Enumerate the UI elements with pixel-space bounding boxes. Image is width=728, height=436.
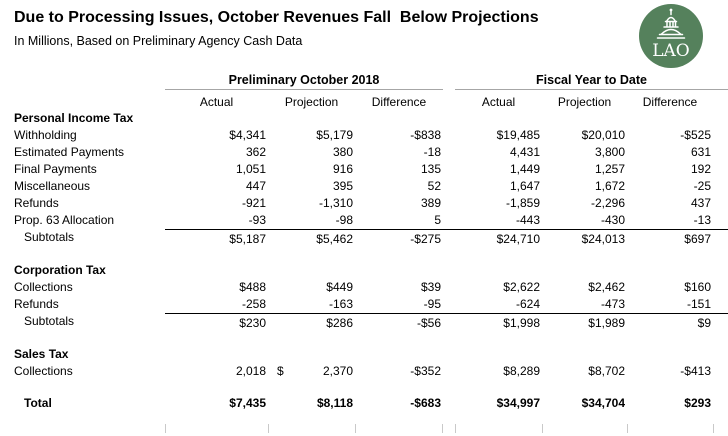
row-end <box>713 262 728 279</box>
cell <box>165 346 268 363</box>
cell <box>165 110 268 127</box>
column-gap <box>443 279 455 296</box>
cell: 5 <box>434 213 441 227</box>
cell: -93 <box>248 213 266 227</box>
column-header-actual-1: Actual <box>199 95 234 109</box>
column-header-projection-2: Projection <box>557 95 612 109</box>
cell: -151 <box>686 297 711 311</box>
row-label: Refunds <box>14 297 59 311</box>
cell: 1,257 <box>594 162 625 176</box>
cell: $19,485 <box>496 128 540 142</box>
cell: 1,051 <box>235 162 266 176</box>
column-header-difference-1: Difference <box>371 95 427 109</box>
cell <box>455 110 542 127</box>
cell: -$275 <box>355 229 443 247</box>
cell: -$683 <box>410 396 441 410</box>
cell <box>627 346 713 363</box>
row-end <box>713 229 728 247</box>
cell <box>455 262 542 279</box>
row-end <box>713 363 728 380</box>
revenue-table <box>0 70 728 412</box>
cell: $39 <box>420 280 441 294</box>
cell: 437 <box>690 196 711 210</box>
cell: 1,672 <box>594 179 625 193</box>
cell: $2,622 <box>503 280 540 294</box>
column-gap <box>443 110 455 127</box>
cell: $5,187 <box>165 229 268 247</box>
cell <box>165 262 268 279</box>
cell: -1,310 <box>318 196 353 210</box>
page-title: Due to Processing Issues, October Revenues Fall Below Projections <box>14 9 539 26</box>
cell: $34,997 <box>496 396 540 410</box>
cell <box>542 110 627 127</box>
gridline-tick <box>442 424 443 433</box>
row-end <box>713 279 728 296</box>
cell <box>268 110 355 127</box>
row-label: Corporation Tax <box>14 263 106 277</box>
cell: $8,702 <box>588 364 625 378</box>
cell: -430 <box>600 213 625 227</box>
column-gap <box>443 212 455 229</box>
column-gap <box>443 178 455 195</box>
cell <box>542 346 627 363</box>
cell: $293 <box>684 396 711 410</box>
cell: -$352 <box>410 364 441 378</box>
cell: 362 <box>245 145 266 159</box>
cell <box>355 346 443 363</box>
cell: $8,289 <box>503 364 540 378</box>
cell: 3,800 <box>594 145 625 159</box>
row-spacer <box>14 380 728 395</box>
column-gap <box>443 313 455 331</box>
cell: $24,013 <box>542 229 627 247</box>
gridline-tick <box>542 424 543 433</box>
cell: $1,989 <box>542 313 627 331</box>
cell: -$838 <box>410 128 441 142</box>
column-gap <box>443 127 455 144</box>
cell: -$56 <box>355 313 443 331</box>
gridline-tick <box>713 424 714 433</box>
gridline-tick <box>455 424 456 433</box>
column-gap <box>443 363 455 380</box>
logo-text: LAO <box>652 41 690 61</box>
cell: -258 <box>241 297 266 311</box>
row-end <box>713 395 728 412</box>
row-label: Subtotals <box>24 314 75 328</box>
row-label: Prop. 63 Allocation <box>14 213 115 227</box>
cell: 192 <box>690 162 711 176</box>
row-end <box>713 212 728 229</box>
column-gap <box>443 229 455 247</box>
cell: -95 <box>423 297 441 311</box>
column-gap <box>443 262 455 279</box>
column-header-projection-1: Projection <box>284 95 339 109</box>
row-end <box>713 127 728 144</box>
cell: -443 <box>515 213 540 227</box>
cell: 52 <box>427 179 441 193</box>
row-end <box>713 195 728 212</box>
column-gap <box>443 90 455 110</box>
cell <box>355 262 443 279</box>
row-label: Subtotals <box>24 230 75 244</box>
cell: 380 <box>332 145 353 159</box>
cell <box>455 346 542 363</box>
cell <box>542 262 627 279</box>
cell <box>268 363 355 380</box>
row-label: Total <box>24 396 52 410</box>
cell: $286 <box>268 313 355 331</box>
cell: 1,647 <box>509 179 540 193</box>
row-end <box>713 346 728 363</box>
row-label: Collections <box>14 364 73 378</box>
cell: -624 <box>515 297 540 311</box>
cell: -$525 <box>680 128 711 142</box>
cell <box>268 346 355 363</box>
row-end <box>713 178 728 195</box>
gridline-tick <box>355 424 356 433</box>
cell: $20,010 <box>581 128 625 142</box>
row-spacer <box>14 247 728 262</box>
row-label: Withholding <box>14 128 77 142</box>
row-end <box>713 144 728 161</box>
capitol-dome-icon <box>639 4 703 68</box>
group-gap <box>443 70 455 90</box>
row-label: Estimated Payments <box>14 145 125 159</box>
column-gap <box>443 395 455 412</box>
cell <box>355 110 443 127</box>
cell: $34,704 <box>581 396 625 410</box>
cell: $2,462 <box>588 280 625 294</box>
row-label: Final Payments <box>14 162 97 176</box>
cell: 631 <box>690 145 711 159</box>
column-header-difference-2: Difference <box>642 95 698 109</box>
cell: $488 <box>239 280 266 294</box>
cell: $5,179 <box>316 128 353 142</box>
column-gap <box>443 144 455 161</box>
cell: $230 <box>165 313 268 331</box>
row-label: Personal Income Tax <box>14 111 134 125</box>
row-label: Collections <box>14 280 73 294</box>
cell: -18 <box>423 145 441 159</box>
gridline-tick <box>627 424 628 433</box>
cell: -1,859 <box>505 196 540 210</box>
cell: -163 <box>328 297 353 311</box>
cell: 395 <box>332 179 353 193</box>
cell: $160 <box>684 280 711 294</box>
cell: 389 <box>420 196 441 210</box>
cell: 4,431 <box>509 145 540 159</box>
row-label: Miscellaneous <box>14 179 91 193</box>
cell <box>627 110 713 127</box>
cell: $4,341 <box>229 128 266 142</box>
column-gap <box>443 195 455 212</box>
row-end <box>713 296 728 313</box>
row-end <box>713 161 728 178</box>
cell: -98 <box>335 213 353 227</box>
cell-value: 2,370 <box>322 364 353 378</box>
group-header-fiscal-year-to-date: Fiscal Year to Date <box>455 70 728 90</box>
currency-symbol: $ <box>277 364 284 378</box>
cell: $24,710 <box>455 229 542 247</box>
column-gap <box>443 346 455 363</box>
cell: -13 <box>693 213 711 227</box>
header-spacer <box>14 90 165 110</box>
cell: 1,449 <box>509 162 540 176</box>
cell: $7,435 <box>229 396 266 410</box>
cell: -2,296 <box>590 196 625 210</box>
cell <box>268 262 355 279</box>
row-end <box>713 110 728 127</box>
column-header-actual-2: Actual <box>481 95 516 109</box>
row-label: Refunds <box>14 196 59 210</box>
cell: 135 <box>420 162 441 176</box>
cell: -473 <box>600 297 625 311</box>
cell: $9 <box>627 313 713 331</box>
cell: -$413 <box>680 364 711 378</box>
cell: 2,018 <box>235 364 266 378</box>
cell: -25 <box>693 179 711 193</box>
gridline-tick <box>268 424 269 433</box>
column-gap <box>443 161 455 178</box>
column-gap <box>443 296 455 313</box>
cell: $5,462 <box>268 229 355 247</box>
page-subtitle: In Millions, Based on Preliminary Agency Cash Data <box>14 34 303 48</box>
row-spacer <box>14 331 728 346</box>
gridline-tick <box>165 424 166 433</box>
cell: $1,998 <box>455 313 542 331</box>
corner-spacer <box>14 70 165 90</box>
cell: 447 <box>245 179 266 193</box>
cell: 916 <box>332 162 353 176</box>
group-header-preliminary-october: Preliminary October 2018 <box>165 70 443 90</box>
cell: $449 <box>326 280 353 294</box>
row-label: Sales Tax <box>14 347 69 361</box>
cell <box>627 262 713 279</box>
cell: $697 <box>627 229 713 247</box>
cell: -921 <box>241 196 266 210</box>
cell: $8,118 <box>316 396 353 410</box>
row-end <box>713 313 728 331</box>
header-end-spacer <box>713 90 728 110</box>
lao-logo <box>639 4 703 68</box>
